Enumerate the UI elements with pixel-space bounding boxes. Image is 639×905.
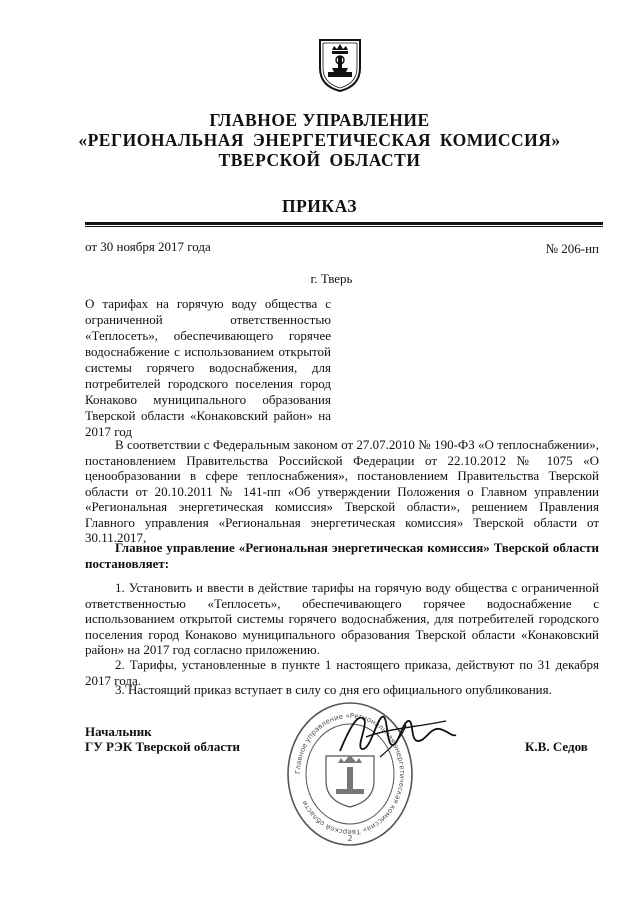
seal-number: 2 [347,834,353,843]
signer-name: К.В. Седов [525,739,588,754]
document-type-title: ПРИКАЗ [281,196,358,216]
document-city: г. Тверь [310,271,353,286]
handwritten-signature-icon [336,707,458,763]
signer-position-line-1: Начальник [85,724,152,739]
header-divider-thin [85,226,603,227]
tver-coat-of-arms-icon [318,38,362,92]
order-item-1: 1. Установить и ввести в действие тарифы на горячую воду общества с ограниченной ответственностью «Теплосеть», обеспечивающего горячее водоснабжение с использованием открытой системы горячего водоснабжения, для потребителей городского поселения город Конаково муниципального образования Тверской области «Конаковский район» на 2017 год согласно приложению. [85,580,599,657]
order-item-3: 3. Настоящий приказ вступает в силу со дня его официального опубликования. [115,682,552,697]
legal-basis-paragraph: В соответствии с Федеральным законом от 27.07.2010 № 190-ФЗ «О теплоснабжении», постановлением Правительства Российской Федерации от 22.10.2012 № 1075 «О ценообразовании в сфере теплоснабжения», постановлением Правительства Тверской области от 20.10.2011 № 141-пп «Об утверждении Положения о Главном управлении «Региональная энергетическая комиссия» Тверской области», решением Правления Главного управления «Региональная энергетическая комиссия» Тверской области от 30.11.2017, [85,437,599,545]
order-item-2: 2. Тарифы, установленные в пункте 1 настоящего приказа, действуют по 31 декабря 2017 года. [85,657,599,688]
header-divider-thick [85,222,603,225]
decree-statement: Главное управление «Региональная энергетическая комиссия» Тверской области постановляет: [85,540,599,571]
signer-position-line-2: ГУ РЭК Тверской области [85,739,240,754]
org-name-line-2: «РЕГИОНАЛЬНАЯ ЭНЕРГЕТИЧЕСКАЯ КОМИССИЯ» [78,130,561,150]
org-name-line-3: ТВЕРСКОЙ ОБЛАСТИ [218,150,421,170]
seal-ring-text: Главное управление «Региональная энергетическая комиссия» Тверской области [293,711,407,837]
document-date: от 30 ноября 2017 года [85,239,211,254]
document-number: № 206-нп [545,241,599,256]
document-subject: О тарифах на горячую воду общества с ограниченной ответственностью «Теплосеть», обеспечивающего горячее водоснабжение с использованием открытой системы горячего водоснабжения, для потребителей городского поселения город Конаково муниципального образования Тверской области «Конаковский район» на 2017 год [85,296,331,439]
org-name-line-1: ГЛАВНОЕ УПРАВЛЕНИЕ [209,110,430,130]
